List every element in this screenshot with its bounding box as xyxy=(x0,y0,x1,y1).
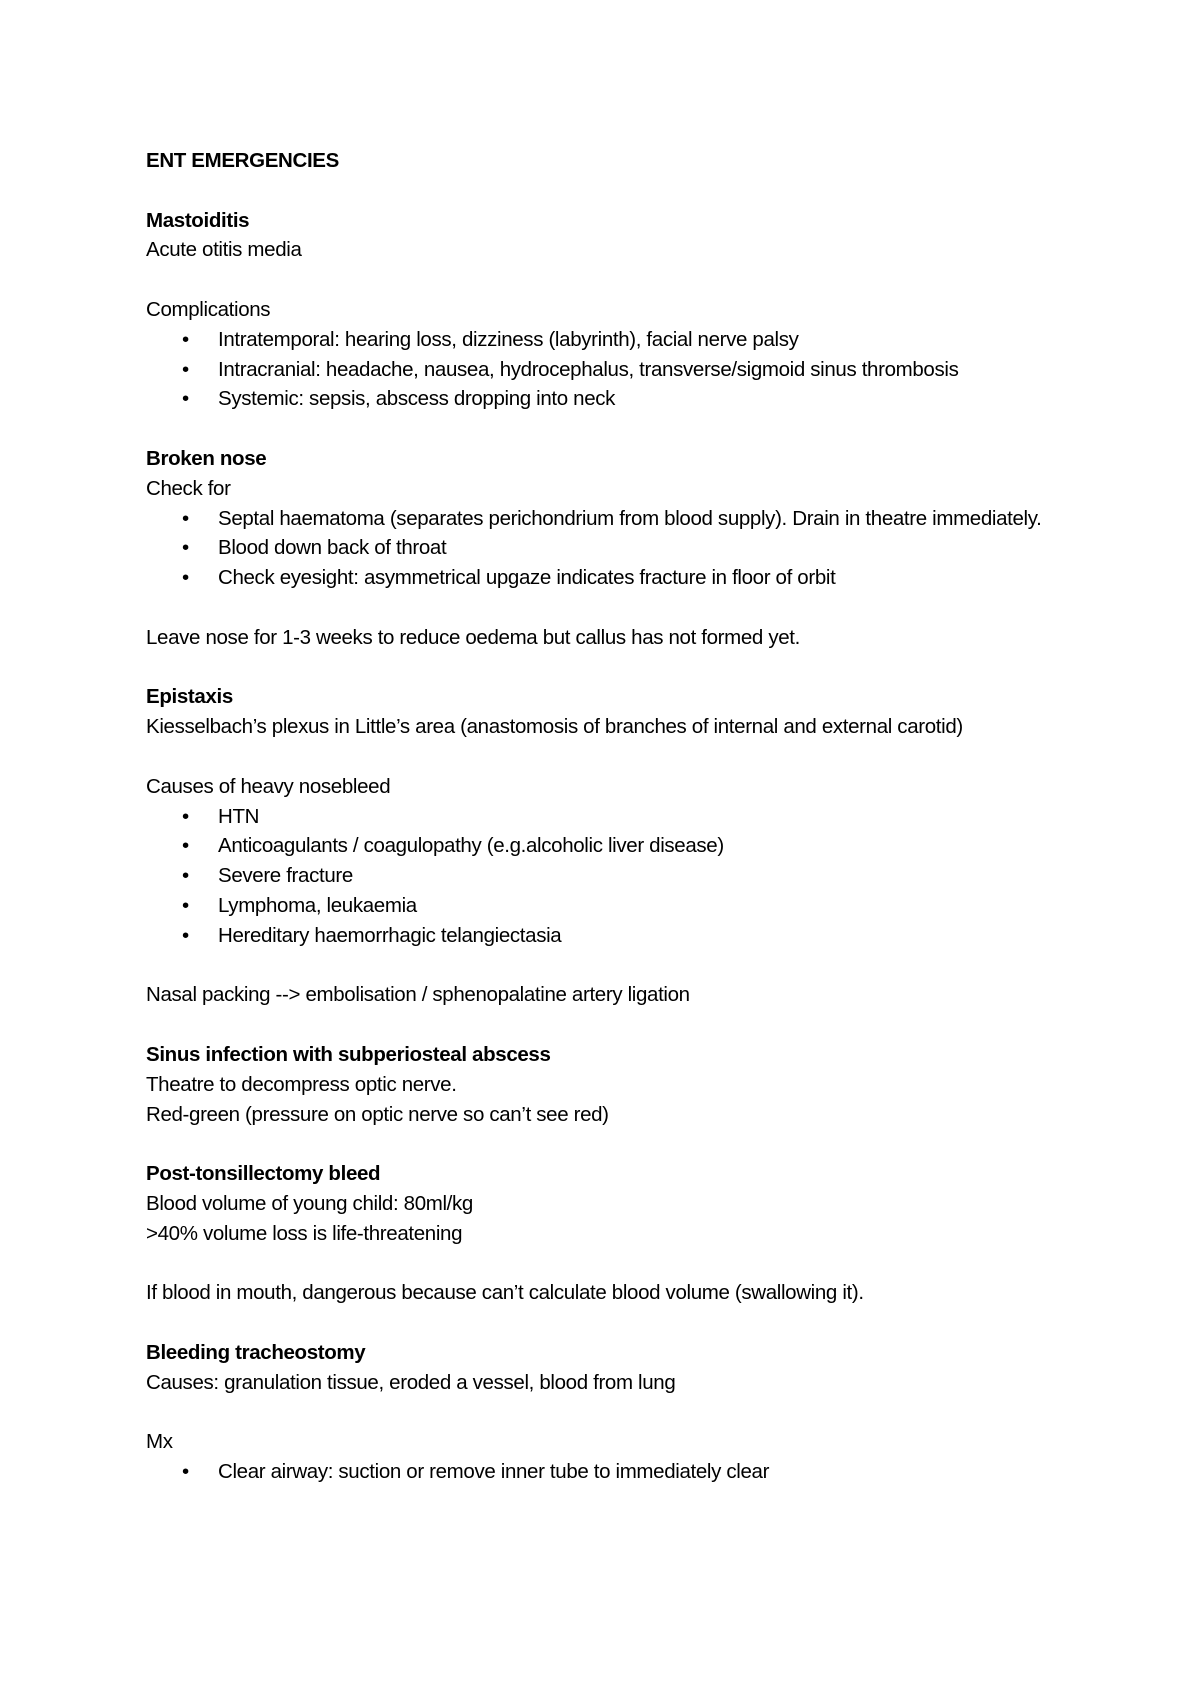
tracheostomy-causes: Causes: granulation tissue, eroded a vessel, blood from lung xyxy=(146,1370,676,1394)
list-item xyxy=(146,355,1066,385)
spacer xyxy=(146,1248,1066,1278)
list-item-text: Check eyesight: asymmetrical upgaze indicates fracture in floor of orbit xyxy=(218,566,836,590)
document-title: ENT EMERGENCIES xyxy=(146,149,339,172)
complications-list xyxy=(146,325,1066,414)
bullet-icon xyxy=(182,1457,196,1487)
list-item-text: Blood down back of throat xyxy=(218,536,447,560)
section-heading-sinus-infection: Sinus infection with subperiosteal abscess xyxy=(146,1042,551,1066)
spacer xyxy=(146,176,1066,206)
bullet-icon xyxy=(182,891,196,921)
epistaxis-description: Kiesselbach’s plexus in Little’s area (anastomosis of branches of internal and external carotid) xyxy=(146,715,963,739)
list-item xyxy=(146,325,1066,355)
list-item xyxy=(146,504,1066,534)
mx-list xyxy=(146,1457,1066,1487)
check-label: Check for xyxy=(146,476,231,500)
list-item xyxy=(146,831,1066,861)
section-heading-bleeding-tracheostomy: Bleeding tracheostomy xyxy=(146,1340,366,1364)
spacer xyxy=(146,1010,1066,1040)
section-heading-post-tonsillectomy: Post-tonsillectomy bleed xyxy=(146,1162,381,1186)
list-item-text: Anticoagulants / coagulopathy (e.g.alcoholic liver disease) xyxy=(218,834,724,858)
spacer xyxy=(146,1308,1066,1338)
bullet-icon xyxy=(182,355,196,385)
list-item xyxy=(146,533,1066,563)
list-item xyxy=(146,802,1066,832)
bullet-icon xyxy=(182,384,196,414)
list-item-text: Intratemporal: hearing loss, dizziness (labyrinth), facial nerve palsy xyxy=(218,327,799,351)
spacer xyxy=(146,414,1066,444)
spacer xyxy=(146,742,1066,772)
broken-nose-note: Leave nose for 1-3 weeks to reduce oedema but callus has not formed yet. xyxy=(146,625,800,649)
post-tonsillectomy-line-2: >40% volume loss is life-threatening xyxy=(146,1221,463,1245)
list-item-text: Lymphoma, leukaemia xyxy=(218,893,417,917)
list-item xyxy=(146,384,1066,414)
complications-label: Complications xyxy=(146,297,271,321)
post-tonsillectomy-line-1: Blood volume of young child: 80ml/kg xyxy=(146,1191,473,1215)
mx-label: Mx xyxy=(146,1430,173,1454)
list-item-text: HTN xyxy=(218,804,260,828)
list-item-text: Hereditary haemorrhagic telangiectasia xyxy=(218,923,562,947)
bullet-icon xyxy=(182,831,196,861)
spacer xyxy=(146,1397,1066,1427)
bullet-icon xyxy=(182,533,196,563)
spacer xyxy=(146,653,1066,683)
list-item xyxy=(146,563,1066,593)
section-heading-broken-nose: Broken nose xyxy=(146,446,267,470)
list-item-text: Septal haematoma (separates perichondrium from blood supply). Drain in theatre immediately. xyxy=(218,506,1042,530)
list-item-text: Clear airway: suction or remove inner tube to immediately clear xyxy=(218,1460,770,1484)
causes-list xyxy=(146,802,1066,951)
post-tonsillectomy-note: If blood in mouth, dangerous because can’t calculate blood volume (swallowing it). xyxy=(146,1281,864,1305)
list-item xyxy=(146,891,1066,921)
list-item-text: Intracranial: headache, nausea, hydrocephalus, transverse/sigmoid sinus thrombosis xyxy=(218,357,959,381)
bullet-icon xyxy=(182,802,196,832)
bullet-icon xyxy=(182,325,196,355)
spacer xyxy=(146,593,1066,623)
epistaxis-management: Nasal packing --> embolisation / sphenopalatine artery ligation xyxy=(146,983,690,1007)
spacer xyxy=(146,951,1066,981)
bullet-icon xyxy=(182,861,196,891)
checks-list xyxy=(146,504,1066,593)
section-heading-mastoiditis: Mastoiditis xyxy=(146,208,250,232)
bullet-icon xyxy=(182,921,196,951)
document-page xyxy=(146,146,1066,1487)
list-item-text: Systemic: sepsis, abscess dropping into neck xyxy=(218,387,616,411)
sinus-infection-line-1: Theatre to decompress optic nerve. xyxy=(146,1072,457,1096)
causes-label: Causes of heavy nosebleed xyxy=(146,774,391,798)
spacer xyxy=(146,265,1066,295)
list-item xyxy=(146,921,1066,951)
section-heading-epistaxis: Epistaxis xyxy=(146,685,233,709)
list-item-text: Severe fracture xyxy=(218,864,353,888)
sinus-infection-line-2: Red-green (pressure on optic nerve so can’t see red) xyxy=(146,1102,609,1126)
spacer xyxy=(146,1129,1066,1159)
list-item xyxy=(146,861,1066,891)
list-item xyxy=(146,1457,1066,1487)
bullet-icon xyxy=(182,504,196,534)
mastoiditis-cause: Acute otitis media xyxy=(146,238,302,262)
bullet-icon xyxy=(182,563,196,593)
